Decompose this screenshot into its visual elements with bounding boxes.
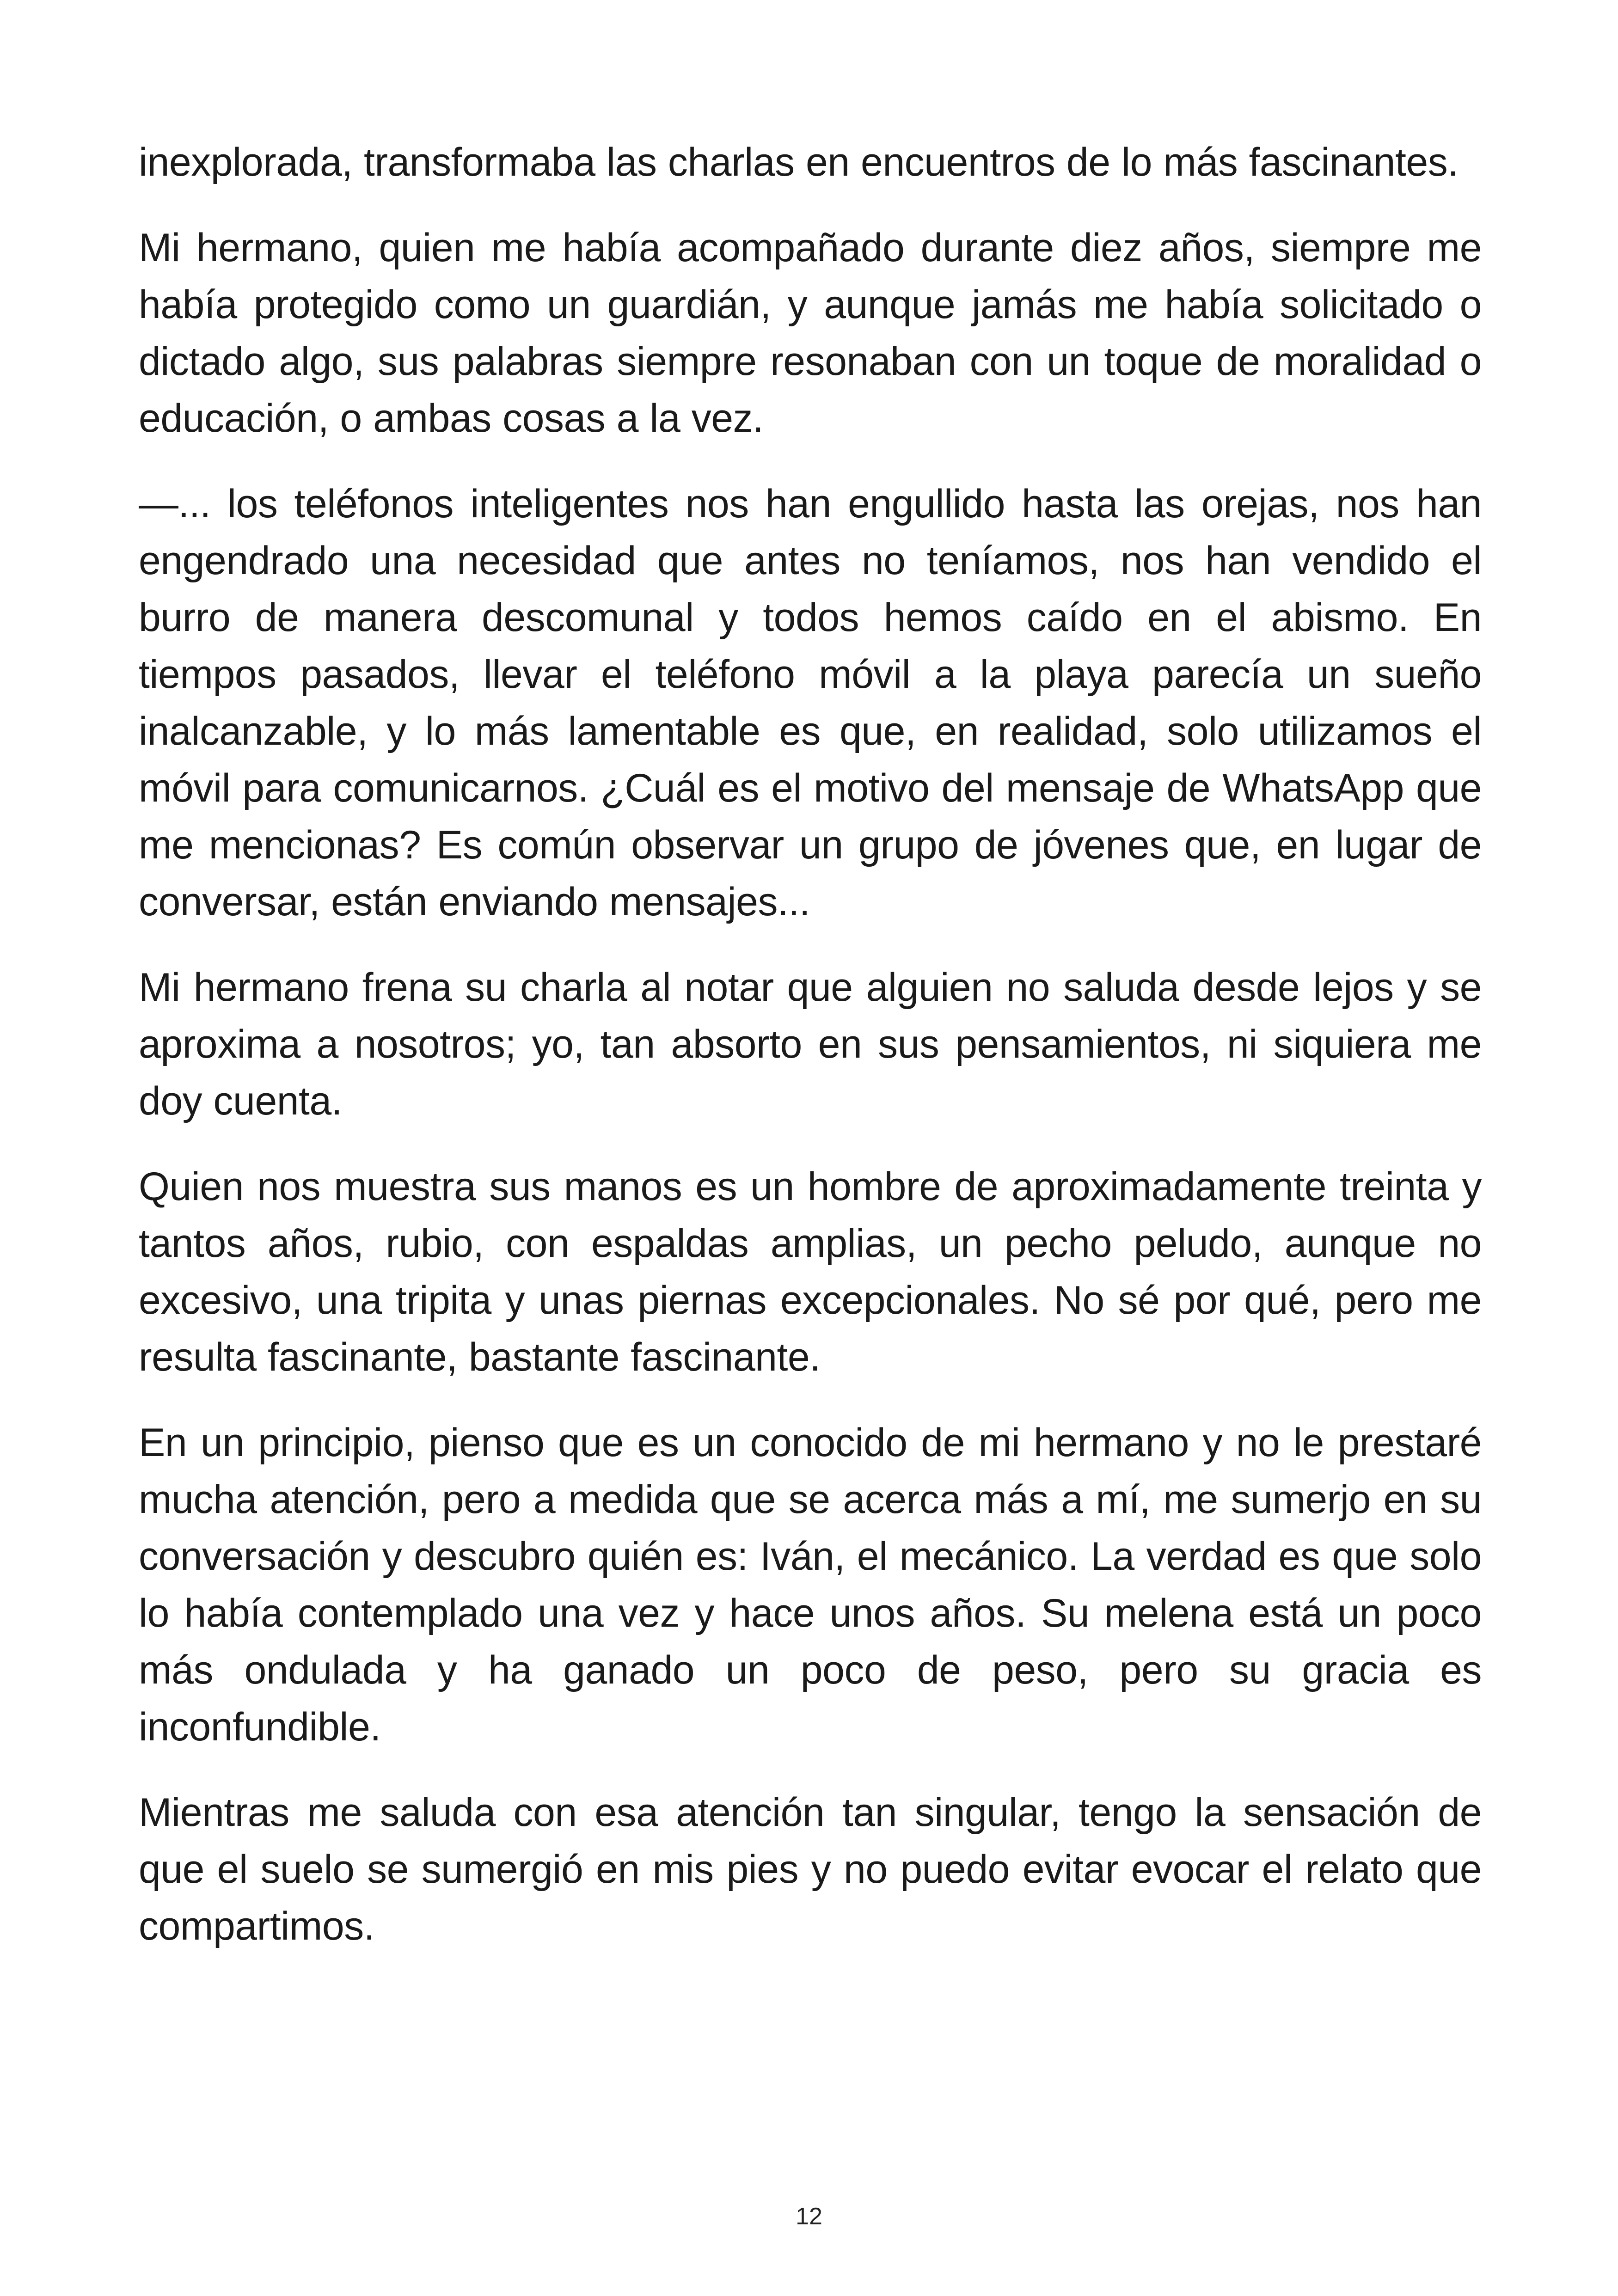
- paragraph-7: Mientras me saluda con esa atención tan singular, tengo la sensación de que el suelo se sumergió en mis pies y no puedo evitar evocar el relato que compartimos.: [139, 1790, 1482, 1948]
- paragraph-3: —... los teléfonos inteligentes nos han engullido hasta las orejas, nos han engendrado una necesidad que antes no teníamos, nos han vendido el burro de manera descomunal y todos hemos caído en el abismo. En tiempos pasados, llevar el teléfono móvil a la playa parecía un sueño inalcanzable, y lo más lamentable es que, en realidad, solo utilizamos el móvil para comunicarnos. ¿Cuál es el motivo del mensaje de WhatsApp que me mencionas? Es común observar un grupo de jóvenes que, en lugar de conversar, están enviando mensajes...: [139, 482, 1482, 924]
- paragraph-4: Mi hermano frena su charla al notar que alguien no saluda desde lejos y se aproxima a nosotros; yo, tan absorto en sus pensamientos, ni siquiera me doy cuenta.: [139, 965, 1482, 1123]
- paragraph-5: Quien nos muestra sus manos es un hombre de aproximadamente treinta y tantos años, rubio, con espaldas amplias, un pecho peludo, aunque no excesivo, una tripita y unas piernas excepcionales. No sé por qué, pero me resulta fascinante, bastante fascinante.: [139, 1164, 1482, 1379]
- page-number: 12: [796, 2203, 822, 2230]
- paragraph-1: inexplorada, transformaba las charlas en encuentros de lo más fascinantes.: [139, 140, 1459, 184]
- paragraph-6: En un principio, pienso que es un conocido de mi hermano y no le prestaré mucha atención, pero a medida que se acerca más a mí, me sumerjo en su conversación y descubro quién es: Iván, el mecánico. La verdad es que solo lo había contemplado una vez y hace unos años. Su melena está un poco más ondulada y ha ganado un poco de peso, pero su gracia es inconfundible.: [139, 1420, 1482, 1749]
- body-text: [139, 134, 1482, 1955]
- paragraph-2: Mi hermano, quien me había acompañado durante diez años, siempre me había protegido como un guardián, y aunque jamás me había solicitado o dictado algo, sus palabras siempre resonaban con un toque de moralidad o educación, o ambas cosas a la vez.: [139, 226, 1482, 441]
